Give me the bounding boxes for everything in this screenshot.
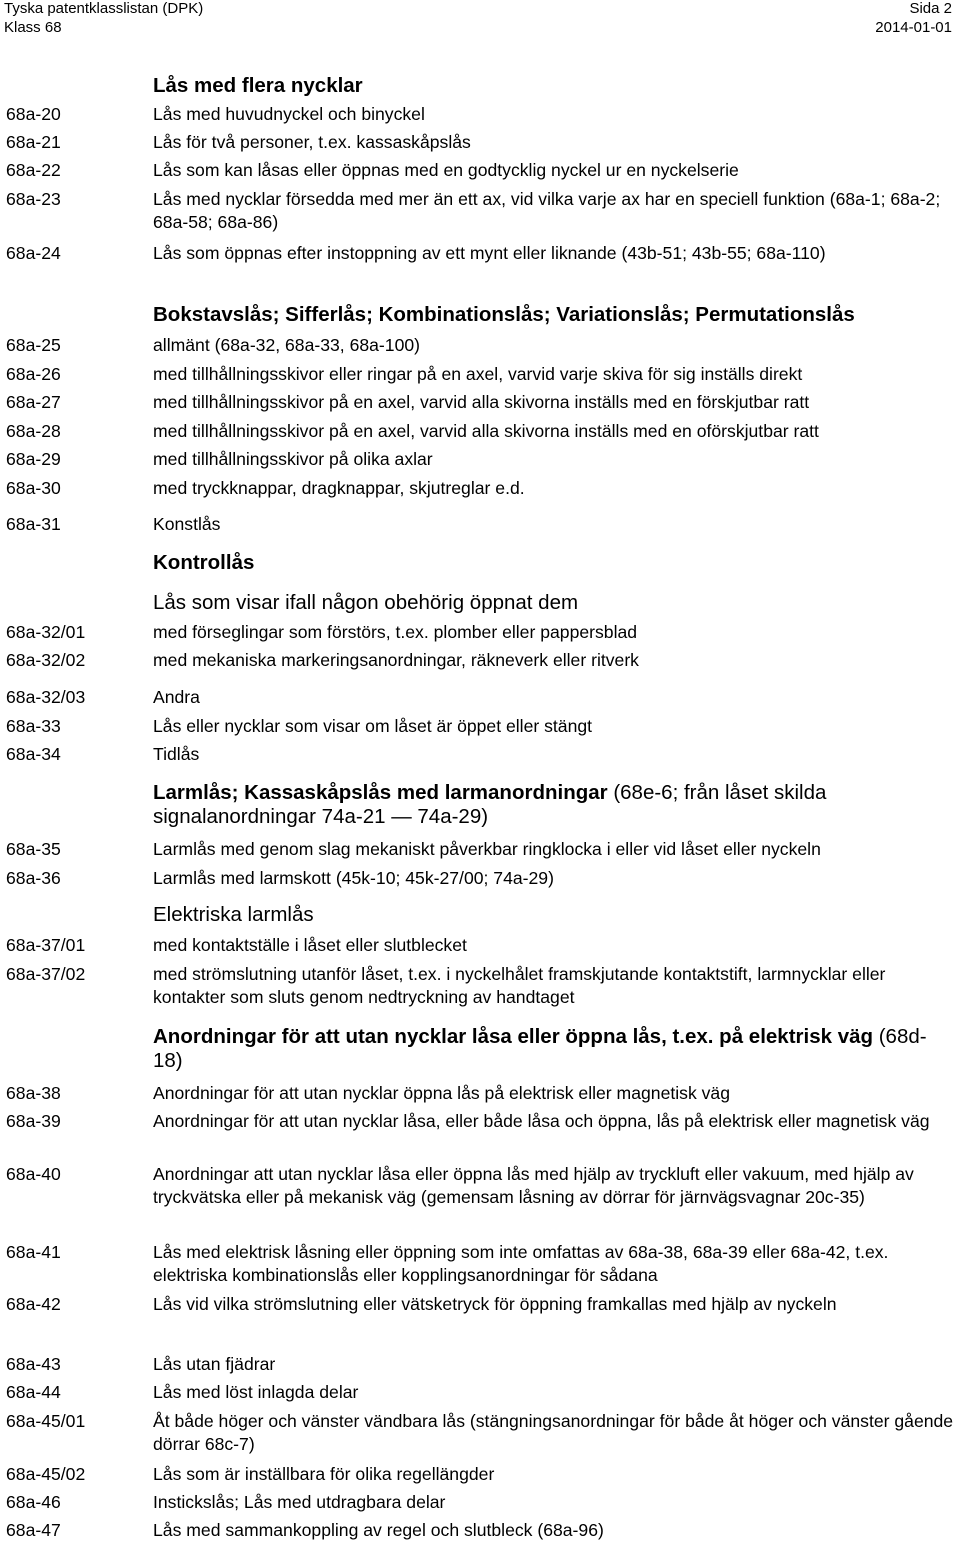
entry-code: 68a-32/03 (6, 687, 86, 707)
entry-text: Lås som är inställbara för olika regellängder (153, 1464, 495, 1484)
entry-text: med tryckknappar, dragknappar, skjutreglar e.d. (153, 478, 525, 498)
entry-code: 68a-37/02 (6, 964, 86, 984)
entry-code: 68a-41 (6, 1242, 61, 1262)
entry-code: 68a-31 (6, 514, 61, 534)
entry-code: 68a-30 (6, 478, 61, 498)
entry-text: Lås med elektrisk låsning eller öppning som inte omfattas av 68a-38, 68a-39 eller 68a-42, t.ex. elektriska kombinationslås eller kopplingsanordningar för sådana (153, 1242, 889, 1285)
entry-code: 68a-38 (6, 1083, 61, 1103)
entry-text: Lås för två personer, t.ex. kassaskåpslås (153, 132, 471, 152)
entry-code: 68a-32/02 (6, 650, 86, 670)
entry-text: Lås med huvudnyckel och binyckel (153, 104, 425, 124)
entry-text: med tillhållningsskivor på olika axlar (153, 449, 433, 469)
entry-text: Lås eller nycklar som visar om låset är öppet eller stängt (153, 716, 593, 736)
entry-code: 68a-46 (6, 1492, 61, 1512)
entry-text: Lås med löst inlagda delar (153, 1382, 359, 1402)
entry-text: Elektriska larmlås (153, 903, 314, 926)
entry-text: med tillhållningsskivor på en axel, varvid alla skivorna inställs med en oförskjutbar ratt (153, 421, 819, 441)
document-title: Tyska patentklasslistan (DPK) (4, 0, 204, 17)
entry-code: 68a-28 (6, 421, 61, 441)
entry-code: 68a-45/02 (6, 1464, 86, 1484)
entry-code: 68a-36 (6, 868, 61, 888)
entry-code: 68a-21 (6, 132, 61, 152)
entry-text: Lås utan fjädrar (153, 1354, 276, 1374)
entry-text (153, 781, 955, 829)
entry-text: Tidlås (153, 744, 200, 764)
entry-text: Kontrollås (153, 551, 255, 574)
document-date: 2014-01-01 (875, 19, 952, 36)
entry-code: 68a-47 (6, 1520, 61, 1540)
entry-text: Instickslås; Lås med utdragbara delar (153, 1492, 446, 1512)
entry-text: med tillhållningsskivor på en axel, varvid alla skivorna inställs med en förskjutbar ratt (153, 392, 810, 412)
entry-text: Larmlås med larmskott (45k-10; 45k-27/00; 74a-29) (153, 868, 554, 888)
entry-text: Lås med sammankoppling av regel och slutbleck (68a-96) (153, 1520, 604, 1540)
entry-text: Larmlås med genom slag mekaniskt påverkbar ringklocka i eller vid låset eller nyckeln (153, 839, 821, 859)
entry-text: allmänt (68a-32, 68a-33, 68a-100) (153, 335, 421, 355)
heading-reference: (68e-6; från låset skilda signalanordningar 74a-21 — 74a-29) (153, 781, 827, 828)
entry-code: 68a-26 (6, 364, 61, 384)
entry-code: 68a-45/01 (6, 1411, 86, 1431)
entry-code: 68a-29 (6, 449, 61, 469)
entry-text (153, 1025, 955, 1073)
entry-code: 68a-34 (6, 744, 61, 764)
entry-text: med strömslutning utanför låset, t.ex. i nyckelhålet framskjutande kontaktstift, larmnycklar eller kontakter som sluts genom nedtryckning av handtaget (153, 964, 886, 1007)
entry-text: Lås som visar ifall någon obehörig öppnat dem (153, 591, 579, 614)
entry-text: Anordningar för att utan nycklar låsa, eller både låsa och öppna, lås på elektrisk eller magnetisk väg (153, 1111, 930, 1131)
entry-text: Konstlås (153, 514, 221, 534)
entry-code: 68a-25 (6, 335, 61, 355)
entry-text: Anordningar för att utan nycklar öppna lås på elektrisk eller magnetisk väg (153, 1083, 730, 1103)
entry-text: Andra (153, 687, 200, 707)
entry-code: 68a-39 (6, 1111, 61, 1131)
entry-text: Bokstavslås; Sifferlås; Kombinationslås; Variationslås; Permutationslås (153, 303, 855, 326)
heading-bold-part: Larmlås; Kassaskåpslås med larmanordningar (153, 781, 608, 804)
page-number: Sida 2 (909, 0, 952, 17)
heading-bold-part: Anordningar för att utan nycklar låsa eller öppna lås, t.ex. på elektrisk väg (153, 1025, 874, 1048)
entry-code: 68a-22 (6, 160, 61, 180)
entry-text: Lås med flera nycklar (153, 74, 363, 97)
entry-text: med mekaniska markeringsanordningar, räkneverk eller ritverk (153, 650, 639, 670)
entry-code: 68a-35 (6, 839, 61, 859)
entry-text: med kontaktställe i låset eller slutblecket (153, 935, 467, 955)
entry-code: 68a-43 (6, 1354, 61, 1374)
entry-code: 68a-44 (6, 1382, 61, 1402)
entry-code: 68a-27 (6, 392, 61, 412)
entry-code: 68a-40 (6, 1164, 61, 1184)
entry-code: 68a-33 (6, 716, 61, 736)
entry-text: Anordningar att utan nycklar låsa eller öppna lås med hjälp av tryckluft eller vakuum, med hjälp av tryckvätska eller på mekanisk väg (gemensam låsning av dörrar för järnvägsvagnar 20c-35) (153, 1164, 914, 1207)
entry-code: 68a-23 (6, 189, 61, 209)
entry-code: 68a-42 (6, 1294, 61, 1314)
entry-code: 68a-20 (6, 104, 61, 124)
heading-reference: (68d-18) (153, 1025, 927, 1072)
entry-text: med förseglingar som förstörs, t.ex. plomber eller pappersblad (153, 622, 638, 642)
entry-code: 68a-32/01 (6, 622, 86, 642)
entry-code: 68a-37/01 (6, 935, 86, 955)
entry-text: Lås som öppnas efter instoppning av ett mynt eller liknande (43b-51; 43b-55; 68a-110) (153, 243, 826, 263)
entry-text: Åt både höger och vänster vändbara lås (stängningsanordningar för både åt höger och vänster gående dörrar 68c-7) (153, 1411, 954, 1454)
entry-text: med tillhållningsskivor eller ringar på en axel, varvid varje skiva för sig inställs direkt (153, 364, 803, 384)
entry-text: Lås som kan låsas eller öppnas med en godtycklig nyckel ur en nyckelserie (153, 160, 739, 180)
entry-text: Lås vid vilka strömslutning eller vätsketryck för öppning framkallas med hjälp av nyckeln (153, 1294, 837, 1314)
class-label: Klass 68 (4, 19, 62, 36)
entry-code: 68a-24 (6, 243, 61, 263)
entry-text: Lås med nycklar försedda med mer än ett ax, vid vilka varje ax har en speciell funktion (68a-1; 68a-2; 68a-58; 68a-86) (153, 189, 941, 232)
